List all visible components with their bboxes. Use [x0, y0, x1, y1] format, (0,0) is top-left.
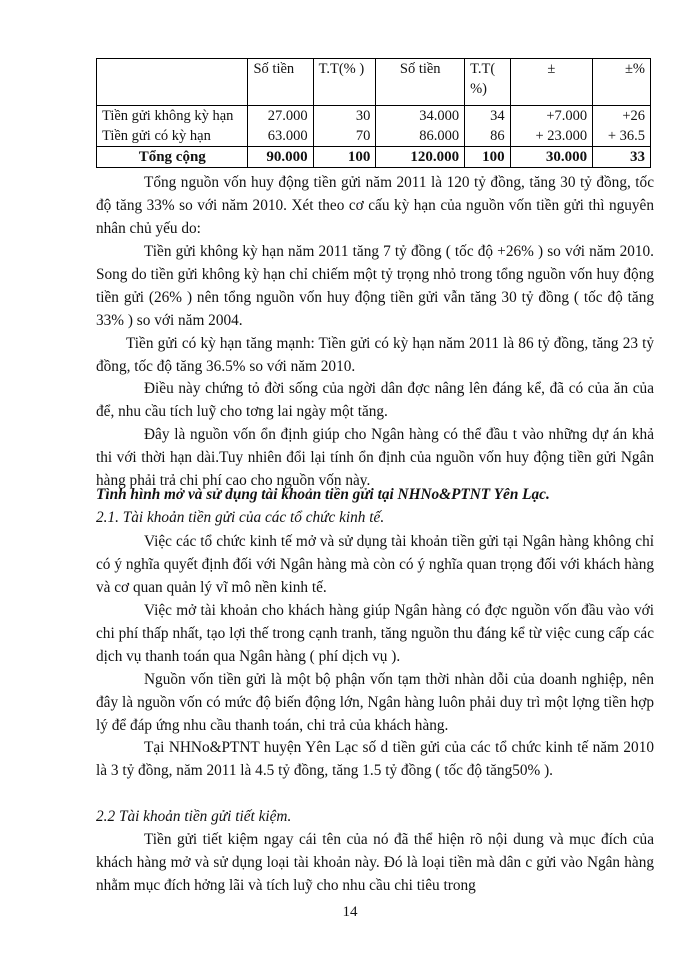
header-cell: T.T(% ) [313, 59, 376, 106]
page-number: 14 [342, 904, 358, 920]
table-cell: +26 [593, 106, 651, 127]
paragraph-text: Việc mở tài khoản cho khách hàng giúp Ngân hàng có đợc nguồn vốn đầu vào với chi phí thấp nhất, tạo lợi thế trong cạnh tranh, tăng nguồn thu đáng kể từ việc cung cấp các dịch vụ thanh toán qua Ngân hàng ( phí dịch vụ ). [96, 602, 654, 665]
header-cell: Số tiền [248, 59, 313, 106]
table-cell: 86.000 [376, 126, 465, 147]
table-cell: 70 [313, 126, 376, 147]
total-cell: 30.000 [510, 147, 593, 168]
paragraph-text: Tiền gửi không kỳ hạn năm 2011 tăng 7 tỷ đồng ( tốc độ +26% ) so với năm 2010. Song do tiền gửi không kỳ hạn chỉ chiếm một tỷ trọng nhỏ trong tổng nguồn vốn huy động tiền gửi (26% ) nên tổng nguồn vốn huy động tiền gửi vẫn tăng 30 tỷ đồng ( tốc độ tăng 33% ) so với năm 2004. [96, 243, 654, 329]
table-cell: 86 [465, 126, 511, 147]
subsection-heading: 2.1. Tài khoản tiền gửi của các tổ chức kinh tế. [96, 509, 385, 526]
table-cell: +7.000 [510, 106, 593, 127]
header-cell: Số tiền [376, 59, 465, 106]
deposit-table [96, 58, 651, 168]
paragraph [96, 172, 654, 241]
header-cell: T.T( %) [465, 59, 511, 106]
table-cell: + 23.000 [510, 126, 593, 147]
table-cell: 27.000 [248, 106, 313, 127]
table-cell: 63.000 [248, 126, 313, 147]
paragraph [96, 333, 654, 379]
paragraph-text: Tổng nguồn vốn huy động tiền gửi năm 2011 là 120 tỷ đồng, tăng 30 tỷ đồng, tốc độ tăng 33% so với năm 2010. Xét theo cơ cấu kỳ hạn của nguồn vốn tiền gửi thì nguyên nhân chủ yếu do: [96, 174, 654, 237]
paragraph [96, 669, 654, 738]
total-cell: 33 [593, 147, 651, 168]
header-cell: ±% [593, 59, 651, 106]
paragraph [96, 600, 654, 669]
paragraph-text: Điều này chứng tỏ đời sống của ngời dân đợc nâng lên đáng kể, đã có của ăn của để, nhu cầu tích luỹ cho tơng lai ngày một tăng. [96, 380, 654, 420]
table-cell: Tiền gửi không kỳ hạn [97, 106, 248, 127]
table-header-row [97, 59, 651, 106]
paragraph [96, 829, 654, 898]
table-row [97, 106, 651, 127]
section-heading: Tình hình mở và sử dụng tài khoản tiền gửi tại NHNo&PTNT Yên Lạc. [96, 486, 550, 503]
total-cell: 100 [313, 147, 376, 168]
table-cell: Tiền gửi có kỳ hạn [97, 126, 248, 147]
paragraph-text: Tại NHNo&PTNT huyện Yên Lạc số d tiền gửi của các tổ chức kinh tế năm 2010 là 3 tỷ đồng, năm 2011 là 4.5 tỷ đồng, tăng 1.5 tỷ đồng ( tốc độ tăng50% ). [96, 739, 654, 779]
paragraph [96, 378, 654, 424]
table-cell: + 36.5 [593, 126, 651, 147]
table-cell: 30 [313, 106, 376, 127]
header-cell: ± [510, 59, 593, 106]
table-total-row [97, 147, 651, 168]
paragraph [96, 424, 654, 493]
table-cell: 34 [465, 106, 511, 127]
total-cell: 120.000 [376, 147, 465, 168]
table-cell: 34.000 [376, 106, 465, 127]
paragraph-text: Tiền gửi tiết kiệm ngay cái tên của nó đã thể hiện rõ nội dung và mục đích của khách hàng mở và sử dụng loại tài khoản này. Đó là loại tiền mà dân c gửi vào Ngân hàng nhằm mục đích hởng lãi và tích luỹ cho nhu cầu chi tiêu trong [96, 831, 654, 894]
paragraph [96, 241, 654, 333]
subsection-heading: 2.2 Tài khoản tiền gửi tiết kiệm. [96, 808, 292, 825]
table-row [97, 126, 651, 147]
total-cell: 90.000 [248, 147, 313, 168]
header-cell [97, 59, 248, 106]
paragraph-text: Tiền gửi có kỳ hạn tăng mạnh: Tiền gửi có kỳ hạn năm 2011 là 86 tỷ đồng, tăng 23 tỷ đồng, tốc độ tăng 36.5% so với năm 2010. [96, 335, 654, 375]
total-cell: 100 [465, 147, 511, 168]
paragraph-text: Nguồn vốn tiền gửi là một bộ phận vốn tạm thời nhàn dỗi của doanh nghiệp, nên đây là nguồn vốn có mức độ biến động lớn, Ngân hàng luôn phải duy trì một lợng tiền hợp lý để đáp ứng nhu cầu thanh toán, chi trả của khách hàng. [96, 671, 654, 734]
paragraph-text: Việc các tổ chức kinh tế mở và sử dụng tài khoản tiền gửi tại Ngân hàng không chỉ có ý nghĩa quyết định đối với Ngân hàng mà còn có ý nghĩa quan trọng đối với khách hàng và cơ quan quản lý vĩ mô nền kinh tế. [96, 533, 654, 596]
total-label: Tổng cộng [97, 147, 248, 168]
paragraph [96, 531, 654, 600]
paragraph-text: Đây là nguồn vốn ổn định giúp cho Ngân hàng có thể đầu t vào những dự án khả thi với thời hạn dài.Tuy nhiên đổi lại tính ổn định của nguồn vốn huy động tiền gửi Ngân hàng phải trả chi phí cao cho nguồn vốn này. [96, 426, 654, 489]
paragraph [96, 737, 654, 783]
